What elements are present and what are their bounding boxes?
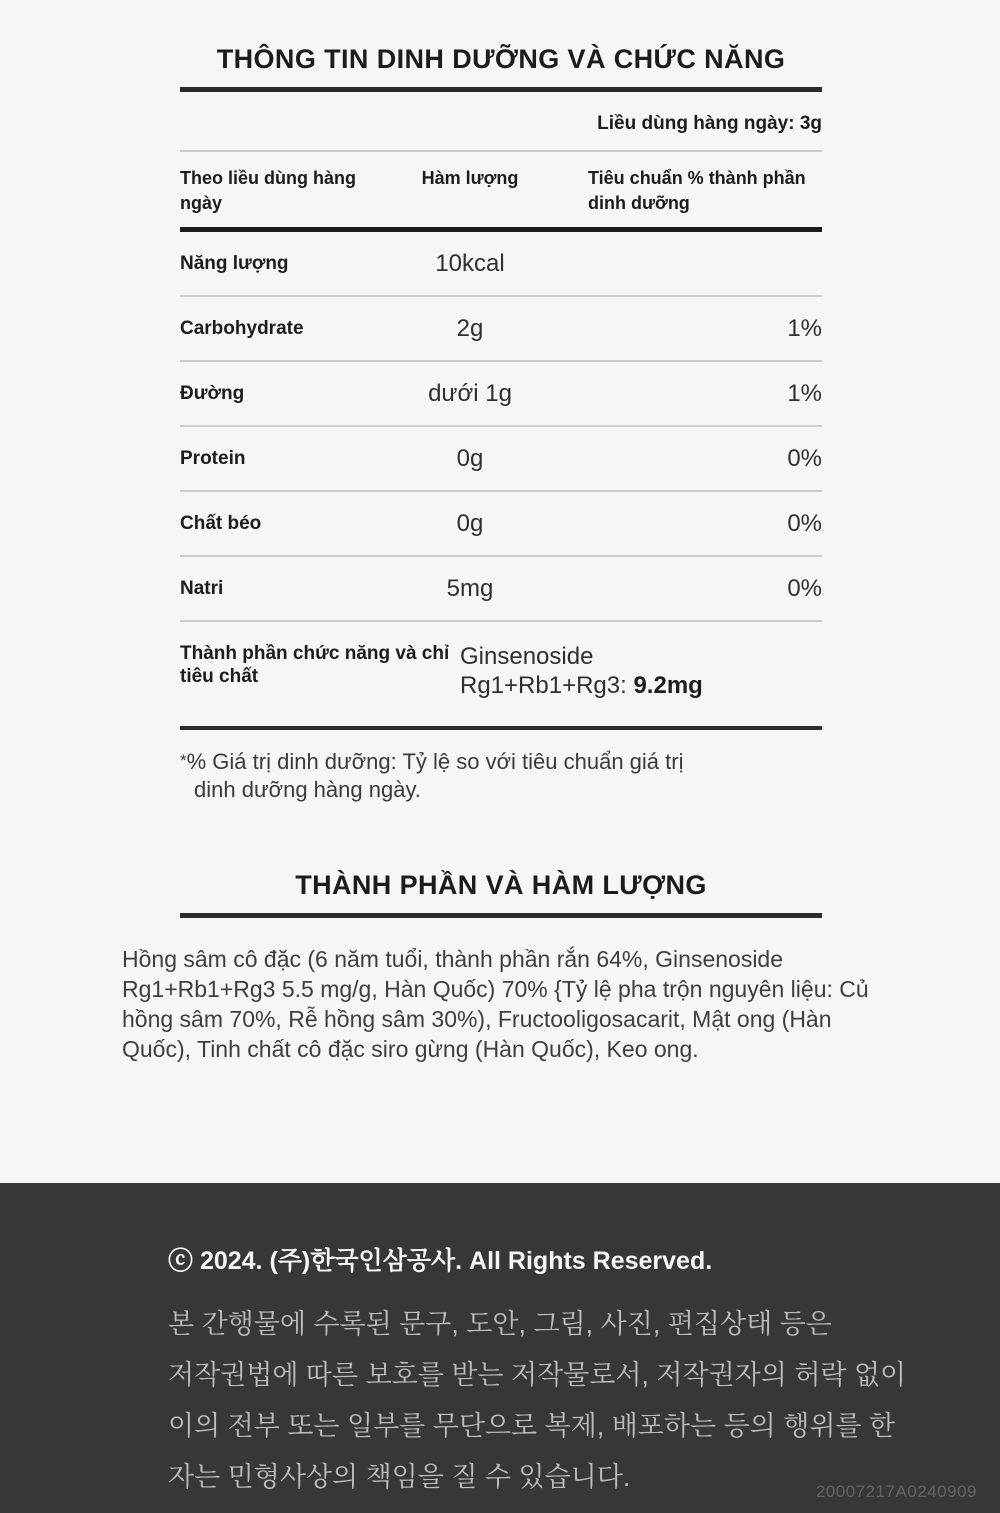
row-label: Đường — [180, 383, 245, 404]
row-pct: 0% — [787, 574, 822, 602]
row-amount: 0g — [456, 509, 484, 537]
table-row — [180, 427, 822, 492]
notice-line: 본 간행물에 수록된 문구, 도안, 그림, 사진, 편집상태 등은 — [168, 1309, 832, 1339]
table-row — [180, 492, 822, 557]
notice-line: 저작권법에 따른 보호를 받는 저작물로서, 저작권자의 허락 없이 — [168, 1360, 907, 1390]
document-code: 20007217A0240909 — [815, 1482, 977, 1501]
table-row-functional-ingredient — [180, 622, 822, 730]
row-pct: 1% — [787, 379, 822, 407]
footnote-line2: dinh dưỡng hàng ngày. — [194, 777, 421, 802]
row-label: Năng lượng — [180, 253, 289, 274]
table-row — [180, 362, 822, 427]
footnote-asterisk: * — [180, 751, 187, 770]
ginsenoside-line2: Rg1+Rb1+Rg3: — [460, 672, 634, 699]
table-row — [180, 297, 822, 362]
ingredients-text: Hồng sâm cô đặc (6 năm tuổi, thành phần rắn 64%, Ginsenoside Rg1+Rb1+Rg3 5.5 mg/g, Hàn Quốc) 70% {Tỷ lệ pha trộn nguyên liệu: Củ hồng sâm 70%, Rễ hồng sâm 30%), Fructooligosacarit, Mật ong (Hàn Quốc), Tinh chất cô đặc siro gừng (Hàn Quốc), Keo ong. — [122, 946, 869, 1062]
row-amount: 10kcal — [435, 249, 505, 277]
row-label: Thành phần chức năng và chỉ tiêu chất — [180, 643, 450, 687]
row-pct: 0% — [787, 509, 822, 537]
header-daily-value-pct: Tiêu chuẩn % thành phần dinh dưỡng — [588, 168, 806, 213]
row-label: Chất béo — [180, 513, 262, 534]
title-underline — [180, 87, 822, 92]
row-amount: 5mg — [446, 574, 494, 602]
copyright-line: ⓒ 2024. (주)한국인삼공사. All Rights Reserved. — [168, 1247, 713, 1275]
table-row — [180, 557, 822, 622]
copyright-footer — [0, 1183, 1000, 1513]
notice-line: 이의 전부 또는 일부를 무단으로 복제, 배포하는 등의 행위를 한 — [168, 1411, 896, 1441]
row-label: Carbohydrate — [180, 318, 304, 339]
table-header-row — [180, 152, 822, 227]
header-per-dose: Theo liều dùng hàng ngày — [180, 168, 356, 213]
copyright-notice — [168, 1299, 1000, 1503]
row-amount: 2g — [456, 314, 484, 342]
row-label: Protein — [180, 448, 246, 469]
header-amount: Hàm lượng — [421, 168, 519, 188]
ginsenoside-line1: Ginsenoside — [460, 643, 594, 670]
row-amount — [460, 642, 822, 700]
row-amount: dưới 1g — [428, 379, 512, 407]
title-underline — [180, 913, 822, 918]
ginsenoside-value: 9.2mg — [633, 672, 703, 699]
row-pct: 0% — [787, 444, 822, 472]
nutrition-section — [180, 0, 822, 918]
notice-line: 자는 민형사상의 책임을 질 수 있습니다. — [168, 1462, 631, 1492]
nutrition-section-title: THÔNG TIN DINH DƯỠNG VÀ CHỨC NĂNG — [216, 44, 786, 74]
daily-dose-label: Liều dùng hàng ngày: 3g — [597, 113, 822, 134]
footnote-line1: % Giá trị dinh dưỡng: Tỷ lệ so với tiêu chuẩn giá trị — [186, 749, 684, 774]
daily-value-footnote — [180, 747, 822, 804]
row-label: Natri — [180, 578, 224, 599]
row-pct: 1% — [787, 314, 822, 342]
row-amount: 0g — [456, 444, 484, 472]
table-row — [180, 232, 822, 297]
ingredients-section-title: THÀNH PHẦN VÀ HÀM LƯỢNG — [295, 870, 707, 900]
